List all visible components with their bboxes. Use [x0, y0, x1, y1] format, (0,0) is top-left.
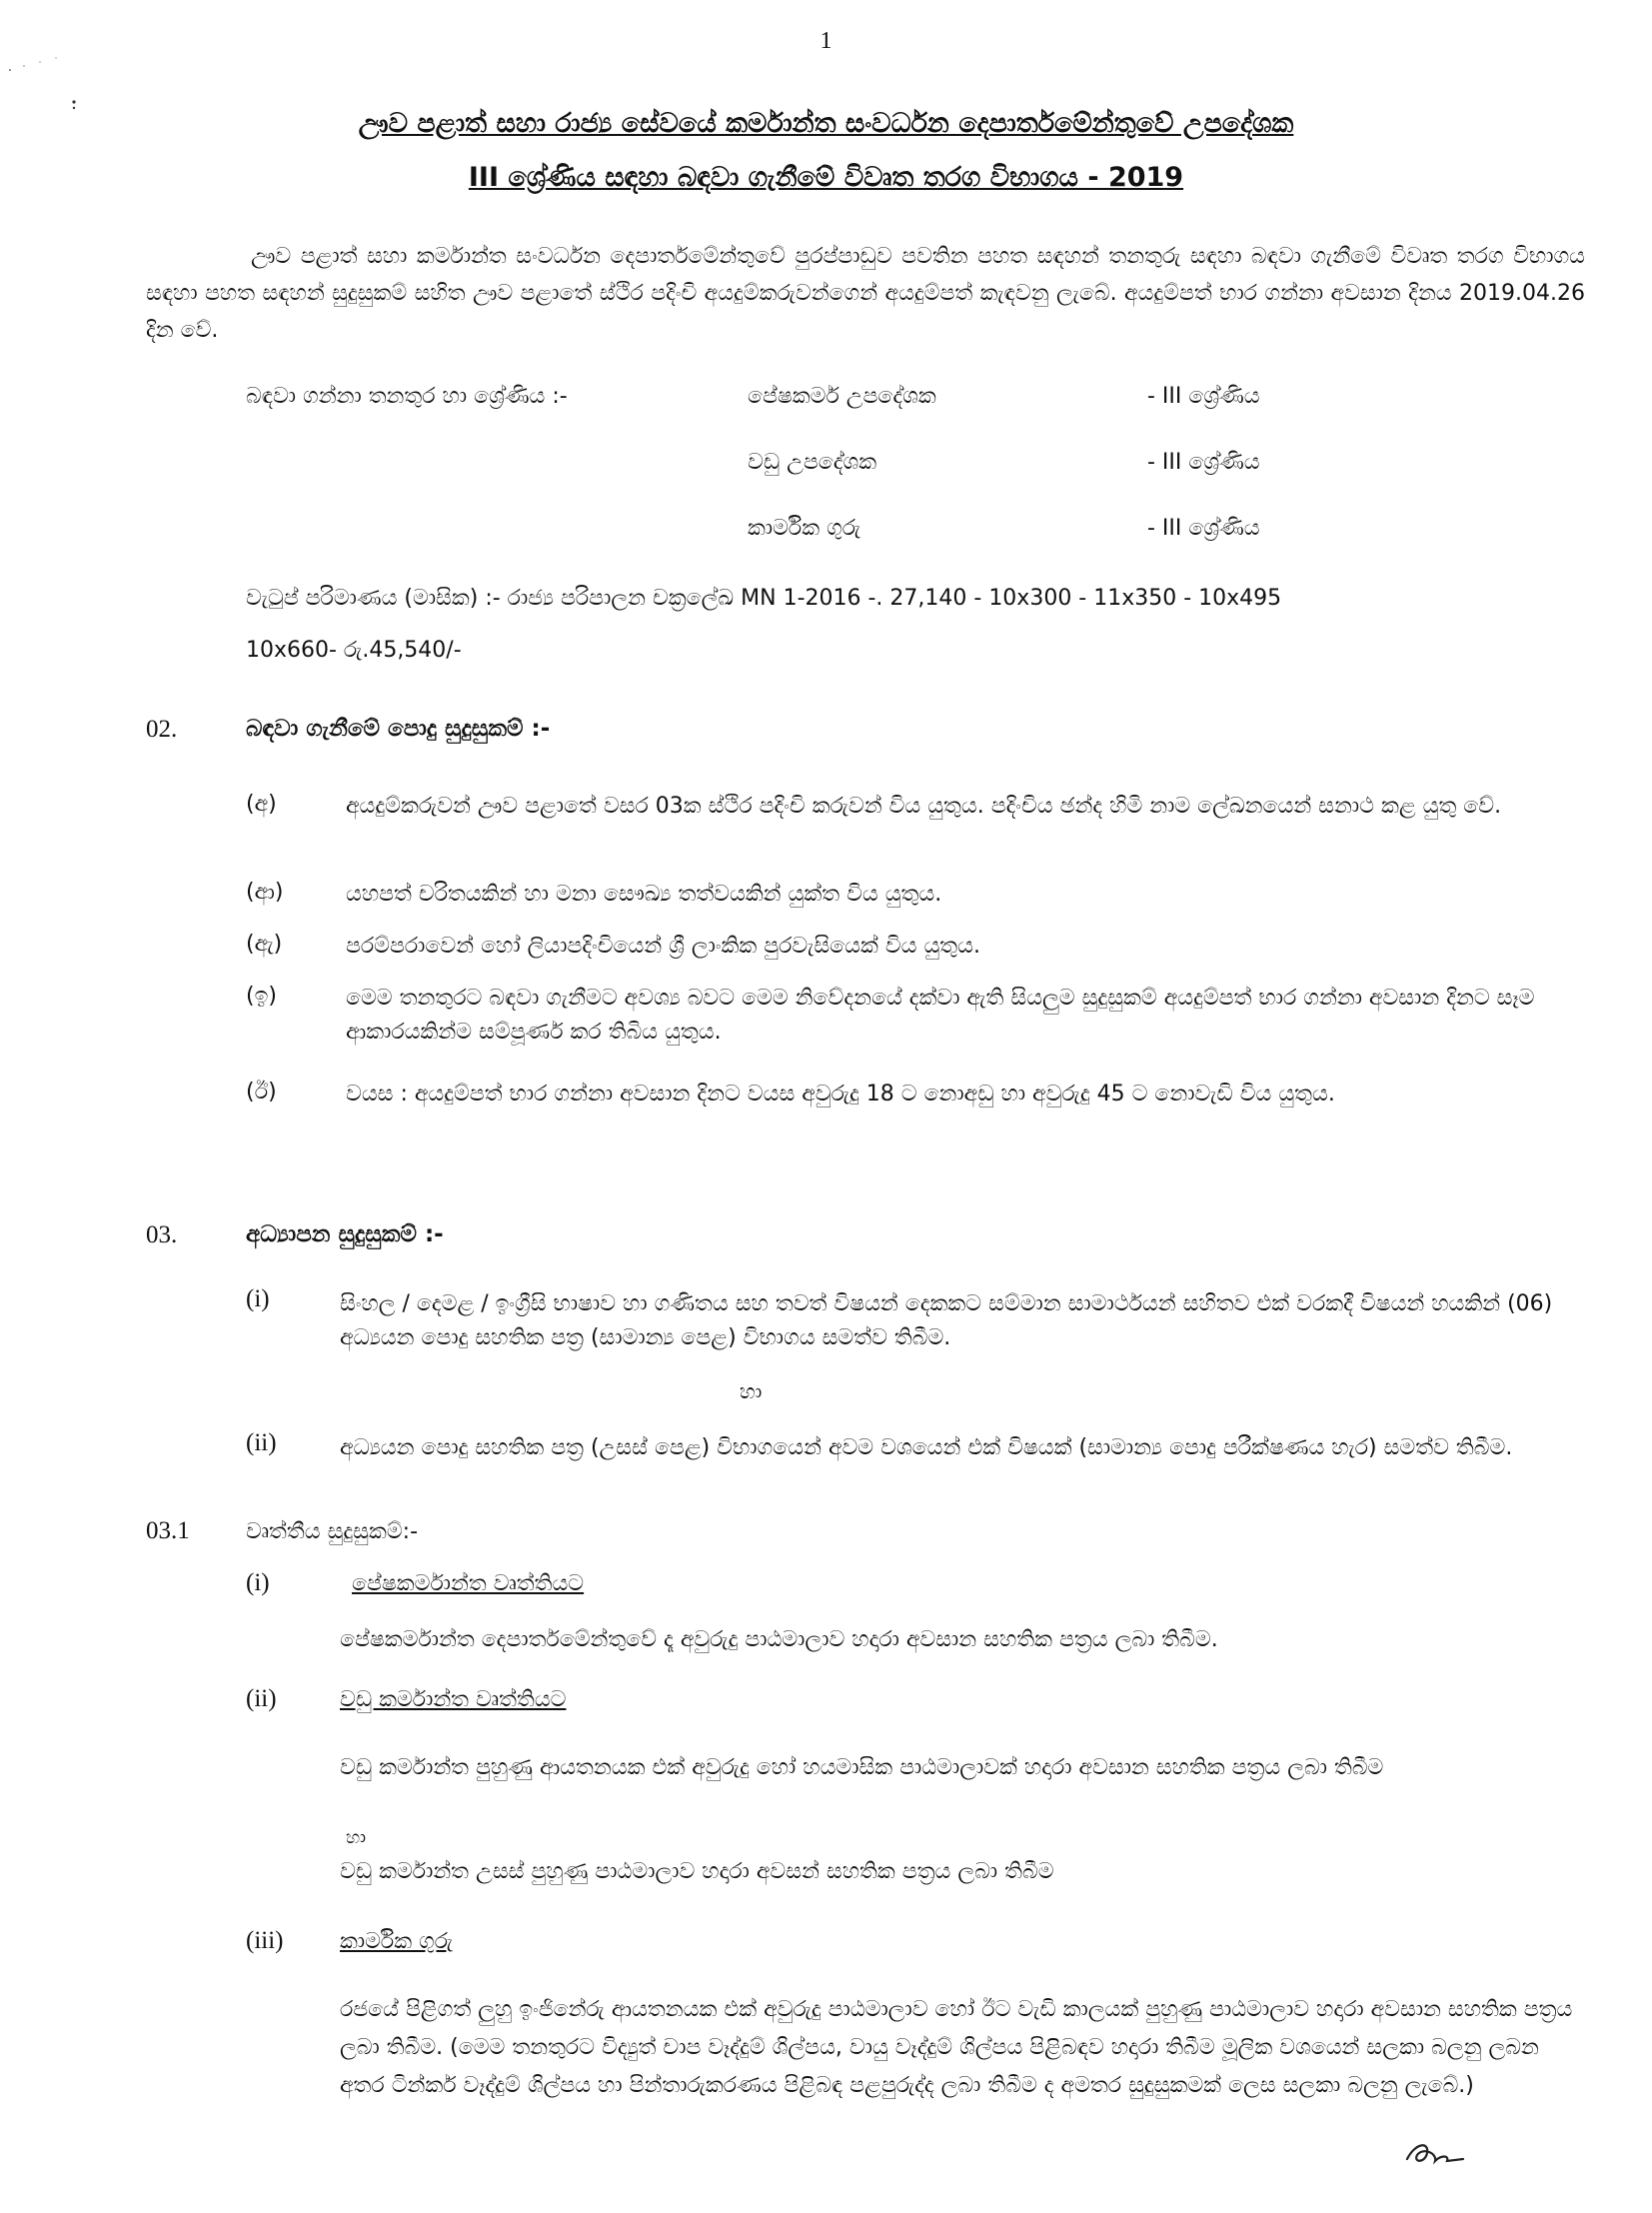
subsection-title: පේෂකර්මාන්ත වෘත්තියට [352, 1571, 585, 1596]
section-number: 03. [146, 1221, 178, 1248]
page-number: 1 [820, 28, 832, 54]
list-item-text: මෙම තනතුරට බඳවා ගැනීමට අවශ්‍ය බවට මෙම නිවේදනයේ දක්වා ඇති සියලුම සුදුසුකම් අයදුම්පත් භාර ගන්නා අවසාන දිනට සෑම ආකාරයකින්ම සම්පූර්ණ කර තිබිය යුතුය. [346, 986, 1535, 1045]
conjunction-text: හා [346, 1827, 367, 1848]
salary-line-1: වැටුප් පරිමාණය (මාසික) :- රාජ්‍ය පරිපාලන චක්‍රලේඛ MN 1-2016 -. 27,140 - 10x300 - 11x350 - 10x495 [246, 586, 1282, 611]
signature-mark [1397, 2119, 1477, 2179]
section-heading: අධ්‍යාපන සුදුසුකම් :- [246, 1221, 444, 1247]
list-marker: (i) [246, 1285, 270, 1312]
section-heading: වෘත්තීය සුදුසුකම්:- [246, 1519, 419, 1544]
list-marker: (ii) [246, 1685, 277, 1712]
list-item-text: පරම්පරාවෙන් හෝ ලියාපදිංචියෙන් ශ්‍රී ලාංකික පුරවැසියෙක් විය යුතුය. [346, 934, 980, 959]
subsection-title: වඩු කර්මාන්ත වෘත්තියට [340, 1687, 567, 1712]
list-item-text: අධ්‍යයන පොදු සහතික පත්‍ර (උසස් පෙළ) විභාගයෙන් අවම වශයෙන් එක් විෂයක් (සාමාන්‍ය පොදු පරීක්ෂණය හැර) සමත්ව තිබීම. [340, 1435, 1513, 1460]
list-item-text: අයදුම්කරුවන් ඌව පළාතේ වසර 03ක ස්ථිර පදිංචි කරුවන් විය යුතුය. පදිංචිය ඡන්ද හිමි නාම ලේඛනයෙන් සනාථ කළ යුතු වේ. [346, 794, 1502, 819]
list-marker: (අ) [246, 792, 277, 817]
subsection-text: පේෂකර්මාන්ත දෙපාර්තමේන්තුවේ දෑ අවුරුදු පාඨමාලාව හදාරා අවසාන සහතික පත්‍රය ලබා තිබීම. [340, 1627, 1218, 1652]
post-name: වඩු උපදේශක [748, 450, 877, 475]
section-number: 03.1 [146, 1517, 190, 1544]
list-marker: (i) [246, 1569, 270, 1596]
section-number: 02. [146, 716, 178, 743]
post-name: කාර්මික ගුරු [748, 516, 861, 541]
posts-label: බඳවා ගන්නා තනතුර හා ශ්‍රේණිය :- [246, 384, 568, 409]
post-name: පේෂකර්ම උපදේශක [748, 384, 936, 409]
list-marker: (ඉ) [246, 984, 277, 1009]
list-marker: (ඊ) [246, 1080, 277, 1105]
list-marker: (ii) [246, 1429, 277, 1456]
conjunction-text: හා [740, 1379, 763, 1403]
list-item-text: යහපත් චරිතයකින් හා මනා සෞඛ්‍ය තත්වයකින් යුක්ත විය යුතුය. [346, 882, 942, 907]
list-item-text: සිංහල / දෙමළ / ඉංග්‍රීසි භාෂාව හා ගණිතය සහ තවත් විෂයන් දෙකකට සම්මාන සාමාර්ථයන් සහිතව එක් වරකදී විෂයන් හයකින් (06) අධ්‍යයන පොදු සහතික පත්‍ර (සාමාන්‍ය පෙළ) විභාගය සමත්ව තිබීම. [340, 1291, 1553, 1350]
intro-paragraph: ඌව පළාත් සහා කර්මාන්ත සංවර්ධන දෙපාර්තමේන්තුවේ පුරප්පාඩුව පවතින පහත සඳහන් තනතුරු සඳහා බඳවා ගැනීමේ විවෘත තරග විභාගය සඳහා පහත සඳහන් සුදුසුකම් සහිත ඌව පළාතේ ස්ථිර පදිංචි අයදුම්කරුවන්ගෙන් අයදුම්පත් කැඳවනු ලැබේ. අයදුම්පත් භාර ගන්නා අවසාන දිනය 2019.04.26 දින වේ. [146, 244, 1585, 343]
list-marker: (ඇ) [246, 932, 283, 957]
subsection-text: වඩු කර්මාන්ත උසස් පුහුණු පාඨමාලාව හදාරා අවසන් සහතික පත්‍රය ලබා තිබීම [340, 1859, 1054, 1884]
post-grade: - III ශ්‍රේණිය [1147, 516, 1260, 541]
document-title-line-2: III ශ්‍රේණිය සඳහා බඳවා ගැනීමේ විවෘත තරග විභාගය - 2019 [468, 162, 1184, 193]
post-grade: - III ශ්‍රේණිය [1147, 384, 1260, 409]
list-marker: (ආ) [246, 880, 284, 905]
section-heading: බඳවා ගැනීමේ පොදු සුදුසුකම් :- [246, 716, 551, 742]
document-title-line-1: ඌව පළාත් සහා රාජ්‍ය සේවයේ කර්මාන්ත සංවර්ධන දෙපාර්තමේන්තුවේ උපදේශක [358, 108, 1294, 139]
subsection-text: වඩු කර්මාන්ත පුහුණු ආයතනයක එක් අවුරුදු හෝ හයමාසික පාඨමාලාවක් හදාරා අවසාන සහතික පත්‍රය ලබා තිබීම [340, 1755, 1384, 1780]
subsection-text: රජයේ පිළිගත් ලුහු ඉංජිනේරු ආයතනයක එක් අවුරුදු පාඨමාලාව හෝ ඊට වැඩි කාලයක් පුහුණු පාඨමාලාව හදාරා අවසාන සහතික පත්‍රය ලබා තිබීම. (මෙම තනතුරට විද්‍යුත් චාප වෑද්දුම් ශිල්පය, වායු වෑද්දුම් ශිල්පය පිළිබඳව හදාරා තිබීම මූලික වශයෙන් සලකා බලනු ලබන අතර ටින්කර් වෑද්දුම් ශිල්පය හා පින්තාරුකරණය පිළිබඳ පළපුරුද්ද ලබා තිබීම ද අමතර සුදුසුකමක් ලෙස සලකා බලනු ලැබේ.) [340, 1997, 1573, 2098]
post-grade: - III ශ්‍රේණිය [1147, 450, 1260, 475]
list-item-text: වයස : අයදුම්පත් භාර ගන්නා අවසාන දිනට වයස අවුරුදු 18 ට නොඅඩු හා අවුරුදු 45 ට නොවැඩි විය යුතුය. [346, 1082, 1335, 1106]
subsection-title: කාර්මික ගුරු [340, 1929, 454, 1954]
list-marker: (iii) [246, 1927, 284, 1954]
salary-line-2: 10x660- රු.45,540/- [246, 638, 462, 663]
